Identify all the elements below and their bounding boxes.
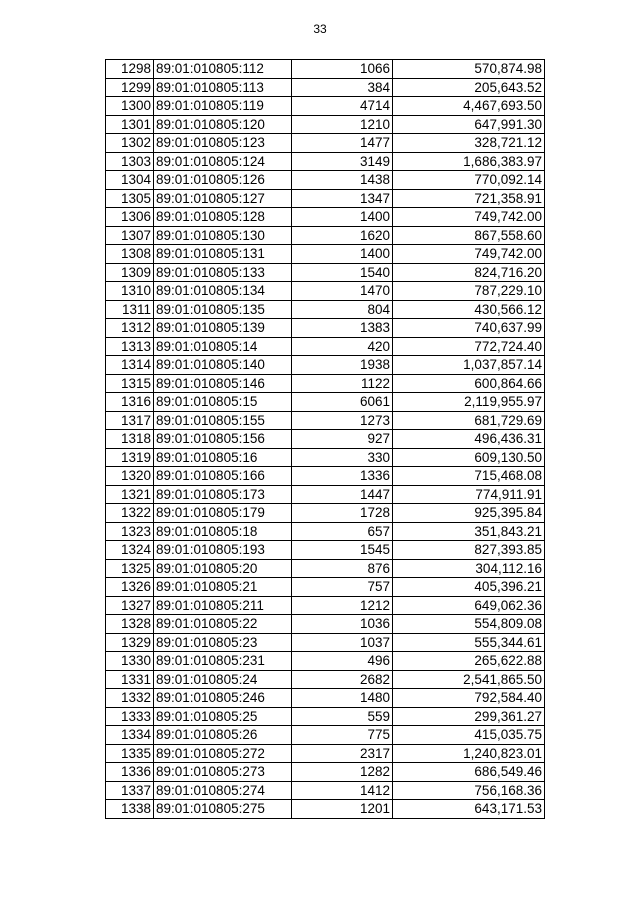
cadastral-number-cell: 89:01:010805:21 [154,578,292,597]
cadastral-number-cell: 89:01:010805:273 [154,763,292,782]
cadastral-number-cell: 89:01:010805:131 [154,245,292,264]
area-cell: 1210 [292,115,393,134]
cadastral-value-cell: 1,037,857.14 [393,356,545,375]
cadastral-number-cell: 89:01:010805:272 [154,744,292,763]
row-number-cell: 1338 [106,800,154,819]
table-row [106,744,545,763]
area-cell: 1412 [292,781,393,800]
row-number-cell: 1334 [106,726,154,745]
row-number-cell: 1301 [106,115,154,134]
cadastral-value-cell: 681,729.69 [393,411,545,430]
area-cell: 559 [292,707,393,726]
cadastral-number-cell: 89:01:010805:193 [154,541,292,560]
area-cell: 1447 [292,485,393,504]
table-row [106,134,545,153]
cadastral-number-cell: 89:01:010805:155 [154,411,292,430]
cadastral-number-cell: 89:01:010805:274 [154,781,292,800]
cadastral-number-cell: 89:01:010805:211 [154,596,292,615]
cadastral-number-cell: 89:01:010805:275 [154,800,292,819]
table-row [106,781,545,800]
table-row [106,78,545,97]
area-cell: 775 [292,726,393,745]
row-number-cell: 1308 [106,245,154,264]
cadastral-number-cell: 89:01:010805:246 [154,689,292,708]
cadastral-value-cell: 827,393.85 [393,541,545,560]
cadastral-value-table [105,59,545,819]
cadastral-value-cell: 304,112.16 [393,559,545,578]
row-number-cell: 1329 [106,633,154,652]
area-cell: 1540 [292,263,393,282]
table-row [106,393,545,412]
cadastral-value-cell: 756,168.36 [393,781,545,800]
row-number-cell: 1310 [106,282,154,301]
area-cell: 876 [292,559,393,578]
cadastral-value-cell: 205,643.52 [393,78,545,97]
row-number-cell: 1307 [106,226,154,245]
cadastral-value-cell: 686,549.46 [393,763,545,782]
cadastral-value-cell: 1,686,383.97 [393,152,545,171]
cadastral-value-cell: 925,395.84 [393,504,545,523]
cadastral-number-cell: 89:01:010805:16 [154,448,292,467]
area-cell: 657 [292,522,393,541]
area-cell: 384 [292,78,393,97]
area-cell: 1383 [292,319,393,338]
table-row [106,633,545,652]
row-number-cell: 1315 [106,374,154,393]
cadastral-number-cell: 89:01:010805:22 [154,615,292,634]
table-row [106,263,545,282]
cadastral-number-cell: 89:01:010805:156 [154,430,292,449]
area-cell: 330 [292,448,393,467]
area-cell: 1400 [292,245,393,264]
area-cell: 1438 [292,171,393,190]
row-number-cell: 1300 [106,97,154,116]
area-cell: 1066 [292,60,393,79]
cadastral-number-cell: 89:01:010805:113 [154,78,292,97]
cadastral-value-cell: 4,467,693.50 [393,97,545,116]
row-number-cell: 1314 [106,356,154,375]
table-row [106,337,545,356]
cadastral-value-cell: 715,468.08 [393,467,545,486]
area-cell: 1545 [292,541,393,560]
cadastral-value-cell: 430,566.12 [393,300,545,319]
row-number-cell: 1333 [106,707,154,726]
cadastral-number-cell: 89:01:010805:26 [154,726,292,745]
area-cell: 420 [292,337,393,356]
cadastral-value-cell: 749,742.00 [393,245,545,264]
row-number-cell: 1321 [106,485,154,504]
table-row [106,115,545,134]
area-cell: 1212 [292,596,393,615]
table-row [106,152,545,171]
area-cell: 1480 [292,689,393,708]
cadastral-value-cell: 328,721.12 [393,134,545,153]
row-number-cell: 1323 [106,522,154,541]
area-cell: 496 [292,652,393,671]
row-number-cell: 1318 [106,430,154,449]
cadastral-value-cell: 555,344.61 [393,633,545,652]
cadastral-value-cell: 351,843.21 [393,522,545,541]
table-row [106,300,545,319]
cadastral-number-cell: 89:01:010805:146 [154,374,292,393]
table-row [106,189,545,208]
row-number-cell: 1306 [106,208,154,227]
cadastral-number-cell: 89:01:010805:133 [154,263,292,282]
row-number-cell: 1331 [106,670,154,689]
row-number-cell: 1299 [106,78,154,97]
table-row [106,652,545,671]
cadastral-number-cell: 89:01:010805:20 [154,559,292,578]
cadastral-value-cell: 774,911.91 [393,485,545,504]
row-number-cell: 1319 [106,448,154,467]
area-cell: 2682 [292,670,393,689]
row-number-cell: 1312 [106,319,154,338]
cadastral-number-cell: 89:01:010805:130 [154,226,292,245]
area-cell: 6061 [292,393,393,412]
cadastral-number-cell: 89:01:010805:120 [154,115,292,134]
cadastral-value-cell: 647,991.30 [393,115,545,134]
area-cell: 2317 [292,744,393,763]
table-row [106,541,545,560]
area-cell: 1037 [292,633,393,652]
area-cell: 1470 [292,282,393,301]
table-row [106,60,545,79]
page-number: 33 [313,22,327,36]
table-row [106,763,545,782]
cadastral-number-cell: 89:01:010805:127 [154,189,292,208]
cadastral-number-cell: 89:01:010805:231 [154,652,292,671]
table-row [106,226,545,245]
cadastral-value-cell: 496,436.31 [393,430,545,449]
table-row [106,208,545,227]
row-number-cell: 1303 [106,152,154,171]
cadastral-value-cell: 824,716.20 [393,263,545,282]
row-number-cell: 1328 [106,615,154,634]
row-number-cell: 1332 [106,689,154,708]
area-cell: 1938 [292,356,393,375]
cadastral-value-cell: 867,558.60 [393,226,545,245]
cadastral-value-cell: 415,035.75 [393,726,545,745]
cadastral-value-cell: 405,396.21 [393,578,545,597]
cadastral-value-cell: 649,062.36 [393,596,545,615]
row-number-cell: 1322 [106,504,154,523]
row-number-cell: 1324 [106,541,154,560]
area-cell: 4714 [292,97,393,116]
table-row [106,319,545,338]
cadastral-value-cell: 2,119,955.97 [393,393,545,412]
row-number-cell: 1335 [106,744,154,763]
cadastral-value-cell: 749,742.00 [393,208,545,227]
cadastral-number-cell: 89:01:010805:135 [154,300,292,319]
area-cell: 1620 [292,226,393,245]
row-number-cell: 1317 [106,411,154,430]
table-row [106,97,545,116]
area-cell: 1122 [292,374,393,393]
table-row [106,615,545,634]
row-number-cell: 1305 [106,189,154,208]
cadastral-value-cell: 787,229.10 [393,282,545,301]
row-number-cell: 1327 [106,596,154,615]
cadastral-value-cell: 721,358.91 [393,189,545,208]
cadastral-number-cell: 89:01:010805:24 [154,670,292,689]
table-row [106,374,545,393]
area-cell: 1273 [292,411,393,430]
cadastral-number-cell: 89:01:010805:139 [154,319,292,338]
area-cell: 1282 [292,763,393,782]
cadastral-value-cell: 2,541,865.50 [393,670,545,689]
table-row [106,504,545,523]
table-row [106,411,545,430]
row-number-cell: 1336 [106,763,154,782]
cadastral-value-cell: 600,864.66 [393,374,545,393]
cadastral-value-cell: 265,622.88 [393,652,545,671]
cadastral-number-cell: 89:01:010805:119 [154,97,292,116]
cadastral-number-cell: 89:01:010805:126 [154,171,292,190]
area-cell: 1201 [292,800,393,819]
table-row [106,430,545,449]
cadastral-value-cell: 299,361.27 [393,707,545,726]
table-row [106,726,545,745]
cadastral-number-cell: 89:01:010805:140 [154,356,292,375]
row-number-cell: 1325 [106,559,154,578]
table-row [106,467,545,486]
cadastral-value-cell: 740,637.99 [393,319,545,338]
row-number-cell: 1326 [106,578,154,597]
row-number-cell: 1316 [106,393,154,412]
area-cell: 1036 [292,615,393,634]
table-row [106,670,545,689]
cadastral-number-cell: 89:01:010805:134 [154,282,292,301]
area-cell: 1400 [292,208,393,227]
cadastral-number-cell: 89:01:010805:124 [154,152,292,171]
cadastral-number-cell: 89:01:010805:123 [154,134,292,153]
area-cell: 1728 [292,504,393,523]
row-number-cell: 1320 [106,467,154,486]
cadastral-value-cell: 1,240,823.01 [393,744,545,763]
cadastral-value-cell: 570,874.98 [393,60,545,79]
row-number-cell: 1309 [106,263,154,282]
area-cell: 804 [292,300,393,319]
cadastral-number-cell: 89:01:010805:166 [154,467,292,486]
row-number-cell: 1298 [106,60,154,79]
table-row [106,356,545,375]
cadastral-value-cell: 792,584.40 [393,689,545,708]
table-row [106,171,545,190]
area-cell: 1347 [292,189,393,208]
cadastral-number-cell: 89:01:010805:23 [154,633,292,652]
cadastral-number-cell: 89:01:010805:173 [154,485,292,504]
table-row [106,596,545,615]
area-cell: 1477 [292,134,393,153]
table-row [106,245,545,264]
row-number-cell: 1330 [106,652,154,671]
cadastral-number-cell: 89:01:010805:128 [154,208,292,227]
table-row [106,282,545,301]
cadastral-value-cell: 554,809.08 [393,615,545,634]
table-row [106,578,545,597]
table-row [106,689,545,708]
row-number-cell: 1304 [106,171,154,190]
cadastral-value-cell: 609,130.50 [393,448,545,467]
cadastral-number-cell: 89:01:010805:179 [154,504,292,523]
table-row [106,522,545,541]
table-row [106,800,545,819]
row-number-cell: 1311 [106,300,154,319]
table-row [106,485,545,504]
cadastral-value-cell: 772,724.40 [393,337,545,356]
row-number-cell: 1313 [106,337,154,356]
cadastral-number-cell: 89:01:010805:25 [154,707,292,726]
cadastral-value-cell: 770,092.14 [393,171,545,190]
cadastral-number-cell: 89:01:010805:112 [154,60,292,79]
table-row [106,448,545,467]
table-row [106,559,545,578]
area-cell: 3149 [292,152,393,171]
cadastral-number-cell: 89:01:010805:15 [154,393,292,412]
area-cell: 927 [292,430,393,449]
cadastral-number-cell: 89:01:010805:18 [154,522,292,541]
row-number-cell: 1337 [106,781,154,800]
row-number-cell: 1302 [106,134,154,153]
area-cell: 757 [292,578,393,597]
table-row [106,707,545,726]
cadastral-number-cell: 89:01:010805:14 [154,337,292,356]
cadastral-value-cell: 643,171.53 [393,800,545,819]
area-cell: 1336 [292,467,393,486]
